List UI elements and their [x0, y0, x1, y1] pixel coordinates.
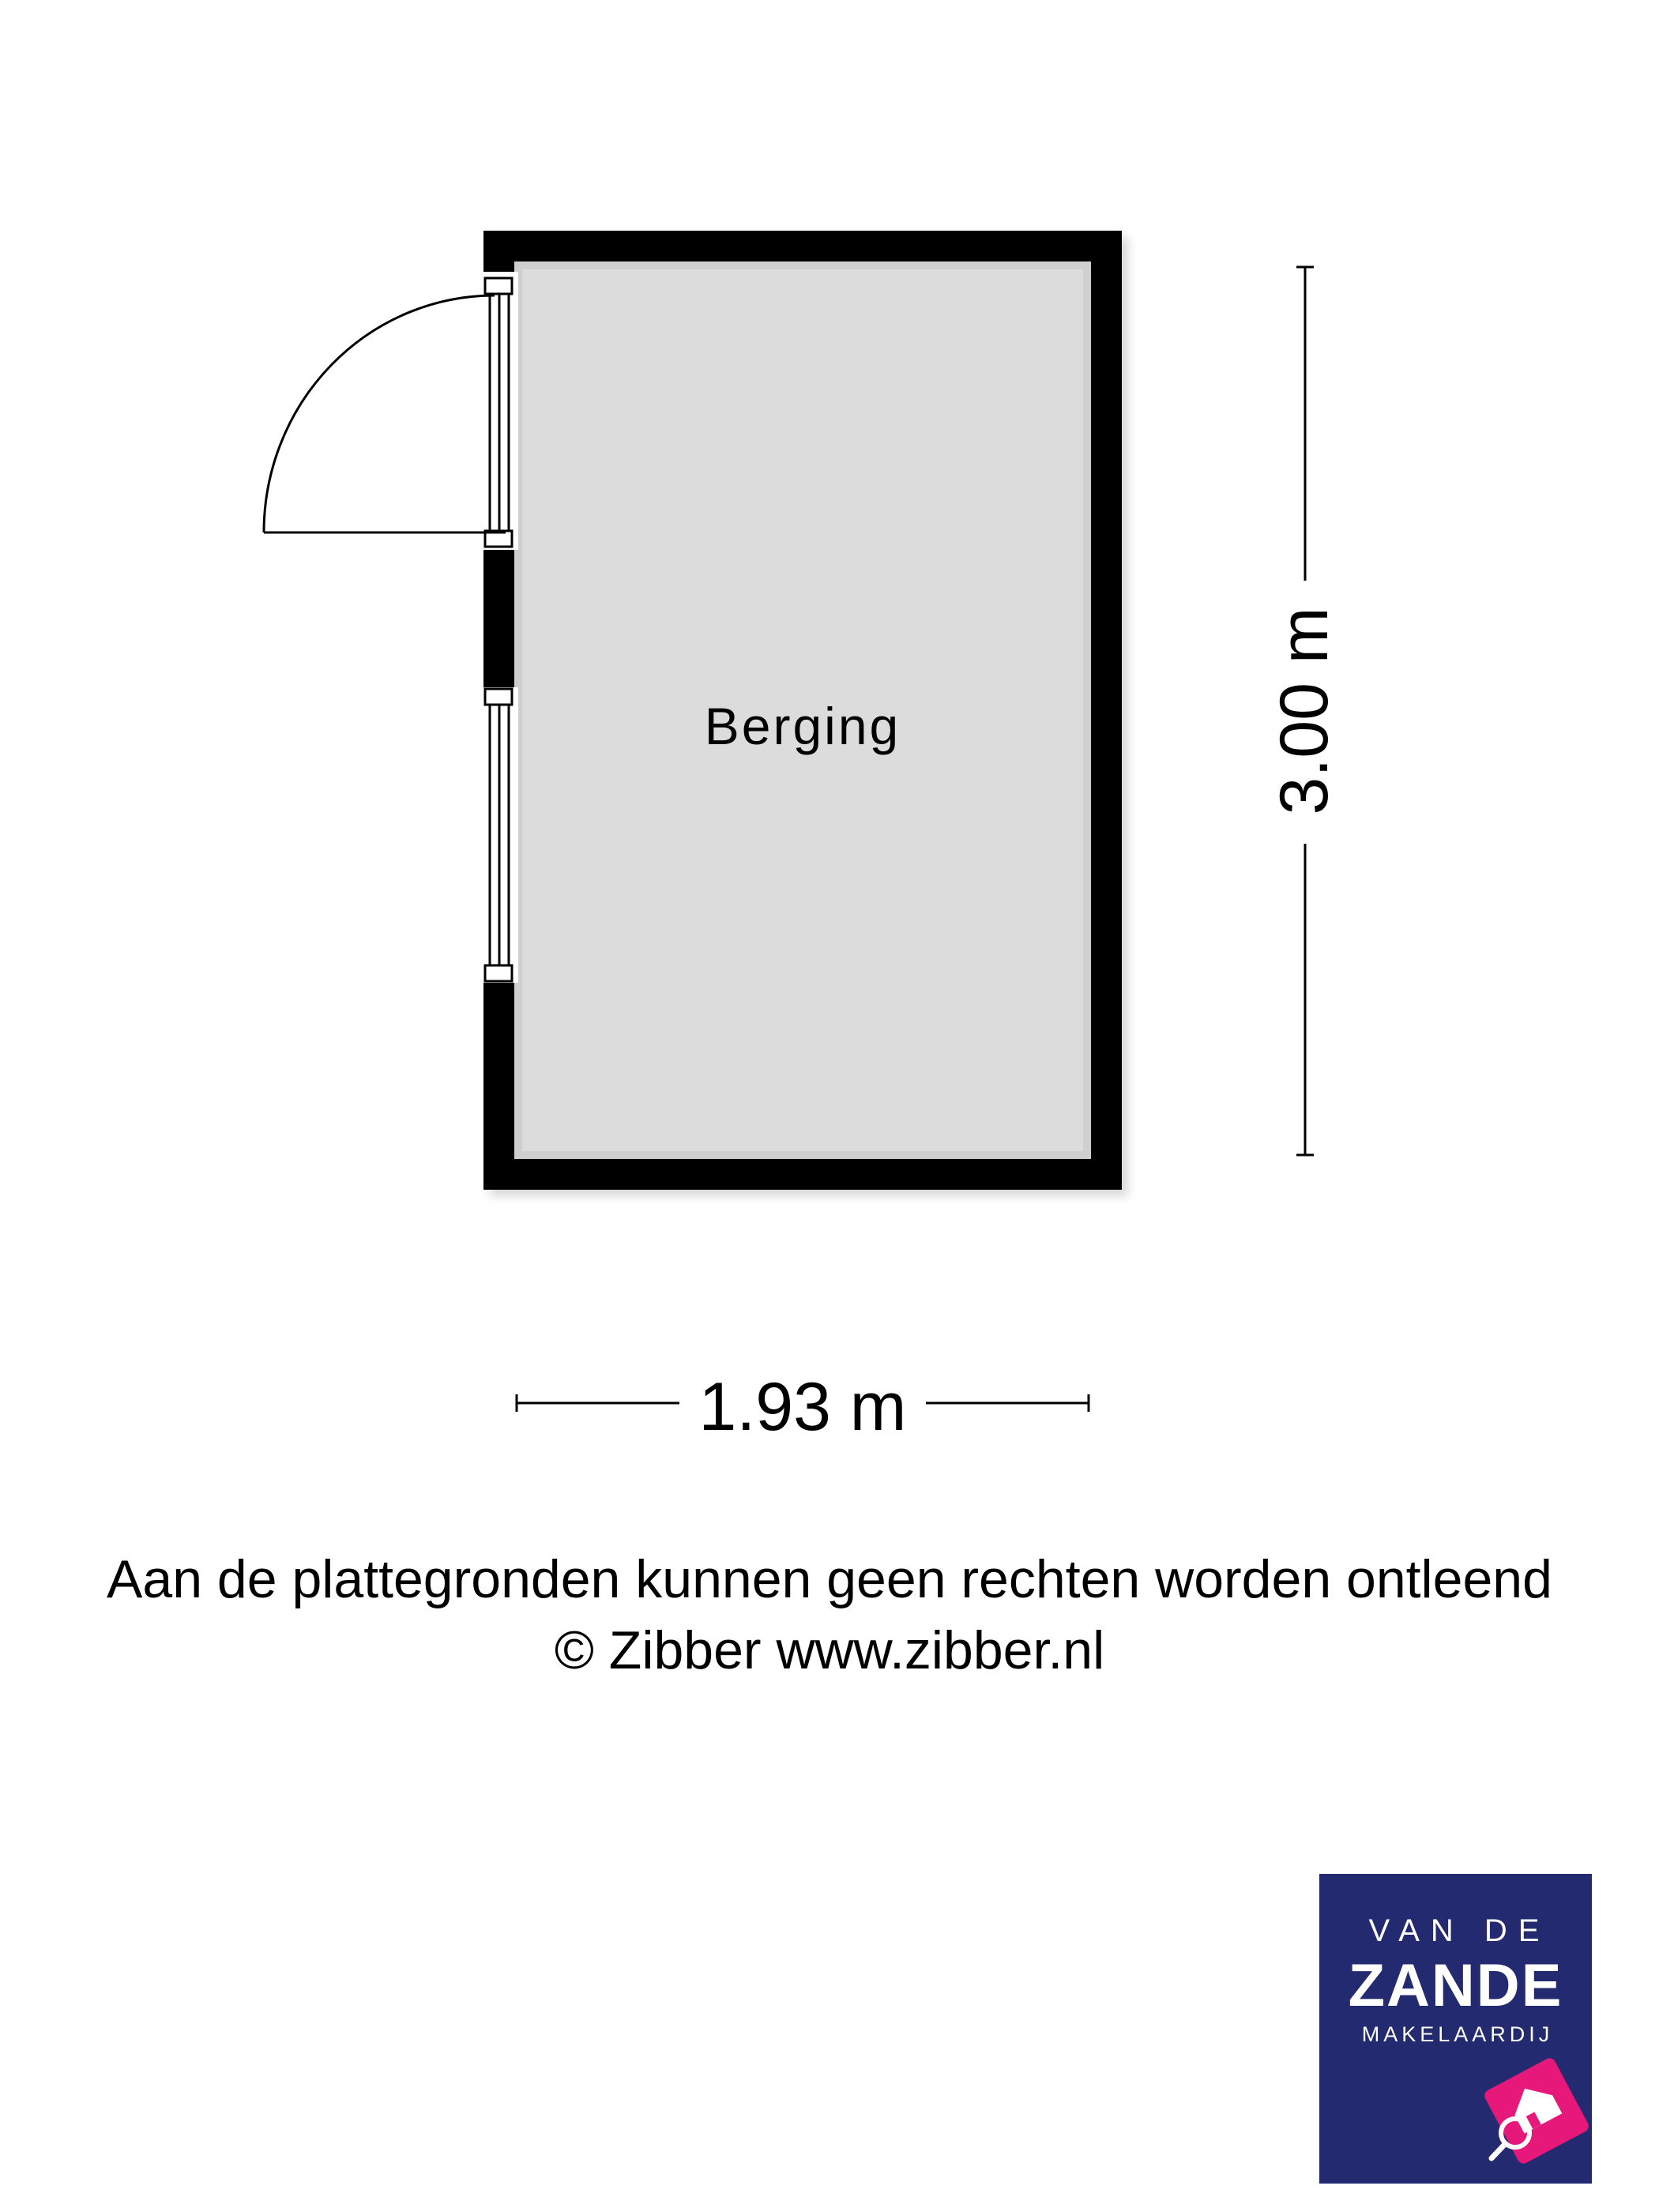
- house-search-icon: [1319, 1874, 1592, 2184]
- door-swing-arc: [264, 295, 495, 532]
- logo-line-1: VAN DE: [1368, 1913, 1551, 1948]
- width-label: 1.93 m: [698, 1369, 907, 1445]
- width-dimension: [517, 1369, 1089, 1445]
- logo-line-3: MAKELAARDIJ: [1361, 2022, 1554, 2046]
- height-label: 3.00 m: [1266, 607, 1342, 815]
- door: [264, 272, 518, 550]
- disclaimer-text: Aan de plattegronden kunnen geen rechten worden ontleend: [107, 1549, 1552, 1609]
- window: [483, 687, 518, 983]
- height-dimension: [1266, 267, 1342, 1155]
- company-logo: [1319, 1874, 1592, 2184]
- copyright-text: © Zibber www.zibber.nl: [554, 1620, 1105, 1680]
- logo-line-2: ZANDE: [1348, 1952, 1563, 2019]
- room-label: Berging: [704, 697, 901, 755]
